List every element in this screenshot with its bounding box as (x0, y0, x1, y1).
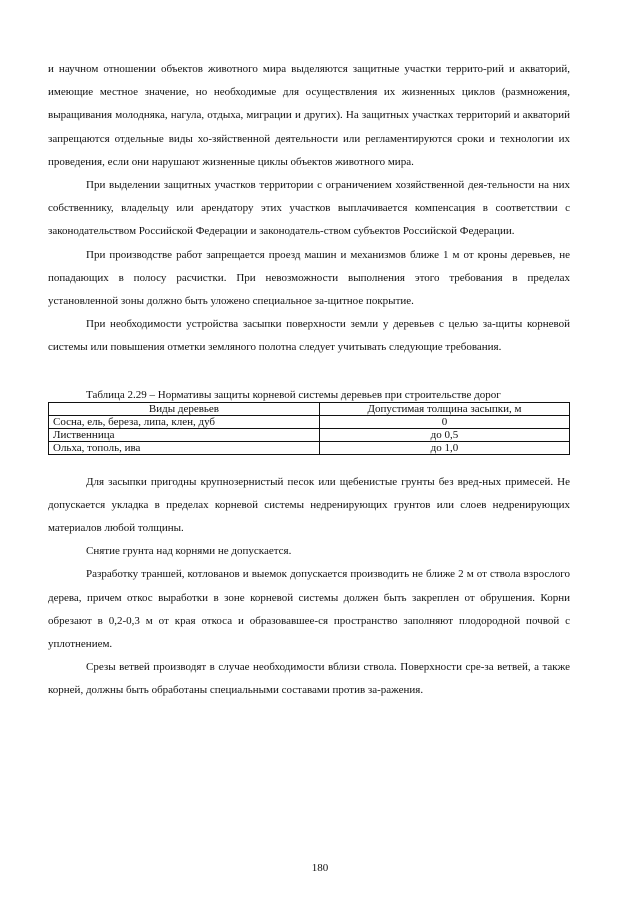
table-row (49, 428, 570, 441)
page-body (48, 58, 570, 703)
page-number: 180 (311, 862, 329, 874)
tree-species-cell: Лиственница (49, 428, 320, 441)
paragraph-backfill-requirements: При необходимости устройства засыпки поверхности земли у деревьев с целью за-щиты корневой системы или повышения отметки земляного полотна следует учитывать следующие требования. (48, 318, 570, 354)
table-header-row (49, 402, 570, 415)
paragraph-compensation: При выделении защитных участков территории с ограничением хозяйственной дея-тельности на них собственнику, владельцу или арендатору этих участков выплачивается компенсация в соответствии с законодательством Российской Федерации и законодатель-ством субъектов Российской Федерации. (48, 179, 570, 238)
paragraph-branch-cuts: Срезы ветвей производят в случае необходимости вблизи ствола. Поверхности сре-за ветвей, а также корней, должны быть обработаны специальными составами против за-ражения. (48, 661, 570, 697)
paragraph-machine-distance: При производстве работ запрещается проезд машин и механизмов ближе 1 м от кроны деревьев, не попадающих в полосу расчистки. При невозможности выполнения этого требования в пределах установленной зоны должно быть уложено специальное за-щитное покрытие. (48, 248, 570, 308)
column-header-backfill-thickness: Допустимая толщина засыпки, м (319, 402, 569, 415)
backfill-thickness-cell: до 1,0 (319, 441, 569, 454)
root-protection-table (48, 402, 570, 455)
text-after-table (48, 471, 570, 703)
table-row (49, 415, 570, 428)
backfill-thickness-cell: до 0,5 (319, 428, 569, 441)
paragraph-wildlife-protected-areas: и научном отношении объектов животного мира выделяются защитные участки террито-рий и акваторий, имеющие местное значение, но необходимые для осуществления их жизненных циклов (размножения, выращивания молодняка, нагула, отдыха, миграции и других). На защитных участках территорий и акваторий запрещаются отдельные виды хо-зяйственной деятельности или регламентируются сроки и технологии их проведения, если они нарушают жизненные циклы объектов животного мира. (48, 63, 570, 168)
table-row (49, 441, 570, 454)
tree-species-cell: Ольха, тополь, ива (49, 441, 320, 454)
paragraph-backfill-soils: Для засыпки пригодны крупнозернистый песок или щебенистые грунты без вред-ных примесей. Не допускается укладка в пределах корневой системы недренирующих грунтов или слоев недренирующих материалов любой толщины. (48, 475, 570, 535)
paragraph-trench-excavation: Разработку траншей, котлованов и выемок допускается производить не ближе 2 м от ствола взрослого дерева, причем откос выработки в зоне корневой системы должен быть закреплен от обрушения. Корни обрезают в 0,2-0,3 м от края откоса и образовавшее-ся пространство заполняют плодородной почвой с уплотнением. (48, 568, 570, 651)
column-header-tree-species: Виды деревьев (49, 402, 320, 415)
paragraph-soil-removal: Снятие грунта над корнями не допускается. (86, 545, 292, 558)
backfill-thickness-cell: 0 (319, 415, 569, 428)
table-caption: Таблица 2.29 – Нормативы защиты корневой системы деревьев при строительстве дорог (86, 388, 501, 401)
tree-species-cell: Сосна, ель, береза, липа, клен, дуб (49, 415, 320, 428)
